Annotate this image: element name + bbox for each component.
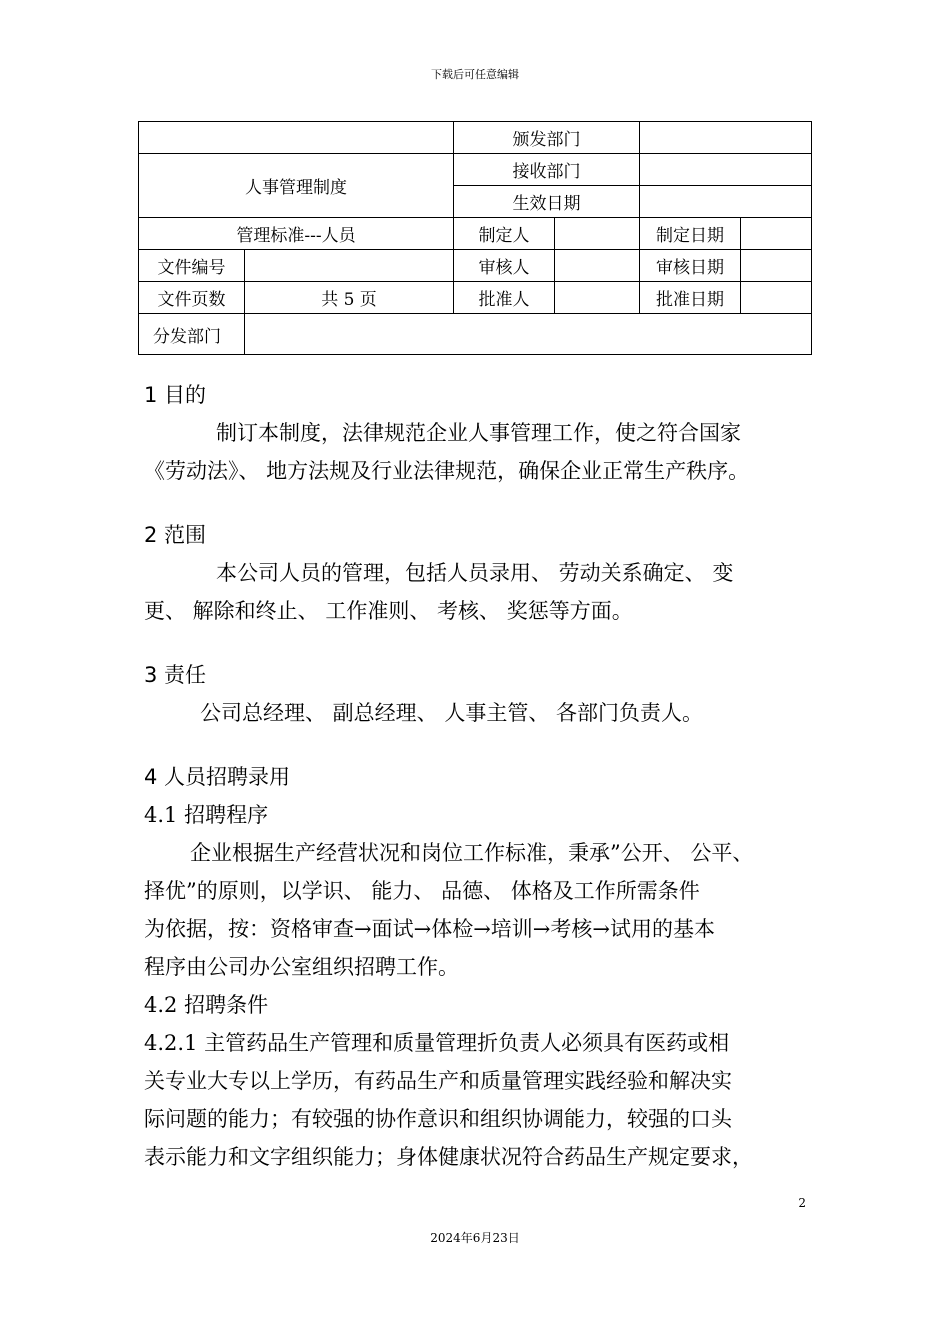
author-date-label: 制定日期 [640,218,741,250]
effective-date-value [640,186,812,218]
pages-label: 文件页数 [139,282,245,314]
receive-dept-value [640,154,812,186]
document-body [144,376,816,1176]
section-2-title: 2 范围 [144,523,207,547]
section-3-line: 公司总经理、 副总经理、 人事主管、 各部门负责人。 [200,701,704,725]
author-date-value [741,218,812,250]
footer-date: 2024年6月23日 [430,1231,520,1245]
approve-date-label: 批准日期 [640,282,741,314]
section-1-line: 制订本制度，法律规范企业人事管理工作，使之符合国家 [216,421,741,445]
section-4-1-line: 择优”的原则，以学识、 能力、 品德、 体格及工作所需条件 [144,879,700,903]
section-4-2-1-line: 4.2.1 主管药品生产管理和质量管理折负责人必须具有医药或相 [144,1031,730,1055]
section-1-line: 《劳动法》、 地方法规及行业法律规范，确保企业正常生产秩序。 [144,459,750,483]
page-number: 2 [798,1196,806,1210]
section-4-2-1-line: 际问题的能力；有较强的协作意识和组织协调能力，较强的口头 [144,1107,732,1131]
reviewer-value [555,250,640,282]
author-value [555,218,640,250]
review-date-label: 审核日期 [640,250,741,282]
distribution-label: 分发部门 [139,314,245,355]
doc-no-label: 文件编号 [139,250,245,282]
issue-dept-label: 颁发部门 [454,122,640,154]
issue-dept-value [640,122,812,154]
document-meta-table [138,121,812,355]
section-4-2-1-line: 关专业大专以上学历，有药品生产和质量管理实践经验和解决实 [144,1069,732,1093]
standard-label: 管理标准---人员 [139,218,454,250]
policy-title: 人事管理制度 [139,154,454,218]
receive-dept-label: 接收部门 [454,154,640,186]
section-4-1-title: 4.1 招聘程序 [144,803,269,827]
review-date-value [741,250,812,282]
approver-label: 批准人 [454,282,555,314]
section-2-line: 更、 解除和终止、 工作准则、 考核、 奖惩等方面。 [144,599,633,623]
section-4-2-title: 4.2 招聘条件 [144,993,269,1017]
pages-value: 共 5 页 [245,282,454,314]
section-2-line: 本公司人员的管理，包括人员录用、 劳动关系确定、 变 [216,561,734,585]
section-1-title: 1 目的 [144,383,207,407]
doc-no-value [245,250,454,282]
author-label: 制定人 [454,218,555,250]
reviewer-label: 审核人 [454,250,555,282]
meta-blank-top [139,122,454,154]
section-3-title: 3 责任 [144,663,207,687]
page-header-note: 下载后可任意编辑 [431,68,519,81]
section-4-title: 4 人员招聘录用 [144,765,291,789]
effective-date-label: 生效日期 [454,186,640,218]
distribution-value [245,314,812,355]
section-4-1-line: 程序由公司办公室组织招聘工作。 [144,955,459,979]
section-4-1-line: 企业根据生产经营状况和岗位工作标准，秉承”公开、 公平、 [190,841,754,865]
section-4-1-line: 为依据，按：资格审查→面试→体检→培训→考核→试用的基本 [144,917,715,941]
section-4-2-1-line: 表示能力和文字组织能力；身体健康状况符合药品生产规定要求， [144,1145,753,1169]
approve-date-value [741,282,812,314]
approver-value [555,282,640,314]
